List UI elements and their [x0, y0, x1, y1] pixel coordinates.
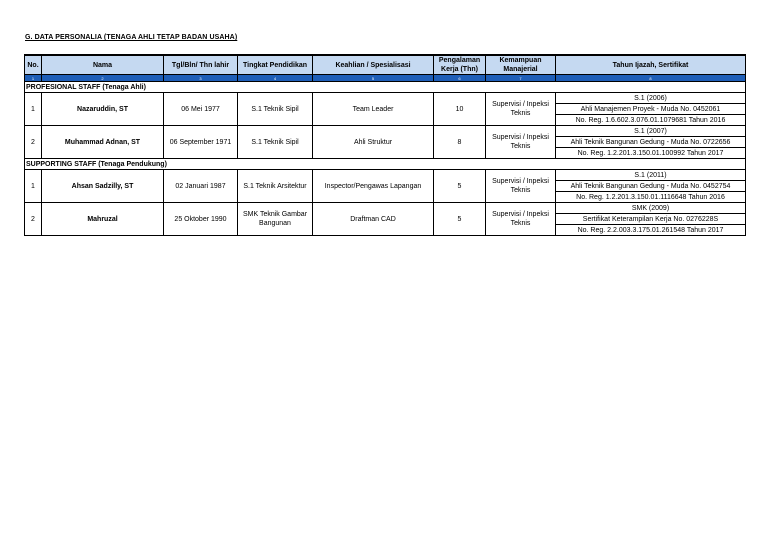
cell-tingkat: S.1 Teknik Sipil — [238, 126, 313, 159]
cell-pengalaman: 5 — [434, 203, 486, 236]
section-row-supporting — [25, 159, 746, 170]
cell-cert-line: No. Reg. 1.2.201.3.150.01.1116648 Tahun 2016 — [556, 192, 746, 203]
cell-tingkat: SMK Teknik Gambar Bangunan — [238, 203, 313, 236]
section-label: SUPPORTING STAFF (Tenaga Pendukung) — [25, 159, 746, 170]
section-row-professional — [25, 82, 746, 93]
cell-no: 1 — [25, 93, 42, 126]
header-kemampuan: Kemampuan Manajerial — [486, 55, 556, 75]
cell-keahlian: Team Leader — [313, 93, 434, 126]
table-row — [25, 170, 746, 181]
cell-keahlian: Draftman CAD — [313, 203, 434, 236]
header-row — [25, 55, 746, 75]
cell-cert-line: Ahli Teknik Bangunan Gedung - Muda No. 0722656 — [556, 137, 746, 148]
cell-tgl-lahir: 06 Mei 1977 — [164, 93, 238, 126]
cell-cert-line: No. Reg. 1.6.602.3.076.01.1079681 Tahun 2016 — [556, 115, 746, 126]
cell-kemampuan: Supervisi / Inpeksi Teknis — [486, 126, 556, 159]
cell-pengalaman: 5 — [434, 170, 486, 203]
cell-no: 2 — [25, 203, 42, 236]
cell-nama: Nazaruddin, ST — [42, 93, 164, 126]
cell-tgl-lahir: 25 Oktober 1990 — [164, 203, 238, 236]
cell-cert-line: No. Reg. 2.2.003.3.175.01.261548 Tahun 2017 — [556, 225, 746, 236]
index-cell: 3 — [164, 75, 238, 82]
index-cell: 7 — [486, 75, 556, 82]
cell-keahlian: Ahli Struktur — [313, 126, 434, 159]
cell-tingkat: S.1 Teknik Sipil — [238, 93, 313, 126]
personnel-table — [24, 54, 746, 236]
cell-cert-line: S.1 (2007) — [556, 126, 746, 137]
cell-pengalaman: 10 — [434, 93, 486, 126]
cell-cert-line: No. Reg. 1.2.201.3.150.01.100992 Tahun 2017 — [556, 148, 746, 159]
index-cell: 5 — [313, 75, 434, 82]
table-row — [25, 126, 746, 137]
cell-kemampuan: Supervisi / Inpeksi Teknis — [486, 170, 556, 203]
cell-cert-line: Ahli Manajemen Proyek - Muda No. 0452061 — [556, 104, 746, 115]
cell-cert-line: S.1 (2006) — [556, 93, 746, 104]
header-no: No. — [25, 55, 42, 75]
cell-cert-line: S.1 (2011) — [556, 170, 746, 181]
header-pengalaman: Pengalaman Kerja (Thn) — [434, 55, 486, 75]
index-cell: 1 — [25, 75, 42, 82]
cell-cert-line: Sertifikat Keterampilan Kerja No. 0276228S — [556, 214, 746, 225]
header-tahun-ijazah: Tahun Ijazah, Sertifikat — [556, 55, 746, 75]
table-row — [25, 93, 746, 104]
cell-tgl-lahir: 06 September 1971 — [164, 126, 238, 159]
header-keahlian: Keahlian / Spesialisasi — [313, 55, 434, 75]
cell-no: 2 — [25, 126, 42, 159]
header-tingkat-pendidikan: Tingkat Pendidikan — [238, 55, 313, 75]
section-title: G. DATA PERSONALIA (TENAGA AHLI TETAP BADAN USAHA) — [25, 34, 238, 41]
cell-nama: Ahsan Sadzilly, ST — [42, 170, 164, 203]
header-nama: Nama — [42, 55, 164, 75]
cell-kemampuan: Supervisi / Inpeksi Teknis — [486, 93, 556, 126]
cell-cert-line: SMK (2009) — [556, 203, 746, 214]
cell-kemampuan: Supervisi / Inpeksi Teknis — [486, 203, 556, 236]
table-row — [25, 203, 746, 214]
header-tgl-lahir: Tgl/Bln/ Thn lahir — [164, 55, 238, 75]
cell-tgl-lahir: 02 Januari 1987 — [164, 170, 238, 203]
section-label: PROFESIONAL STAFF (Tenaga Ahli) — [25, 82, 746, 93]
index-cell: 2 — [42, 75, 164, 82]
cell-cert-line: Ahli Teknik Bangunan Gedung - Muda No. 0452754 — [556, 181, 746, 192]
index-cell: 4 — [238, 75, 313, 82]
cell-nama: Mahruzal — [42, 203, 164, 236]
cell-nama: Muhammad Adnan, ST — [42, 126, 164, 159]
cell-tingkat: S.1 Teknik Arsitektur — [238, 170, 313, 203]
cell-pengalaman: 8 — [434, 126, 486, 159]
index-cell: 6 — [434, 75, 486, 82]
cell-keahlian: Inspector/Pengawas Lapangan — [313, 170, 434, 203]
index-cell: 8 — [556, 75, 746, 82]
column-index-row — [25, 75, 746, 82]
cell-no: 1 — [25, 170, 42, 203]
